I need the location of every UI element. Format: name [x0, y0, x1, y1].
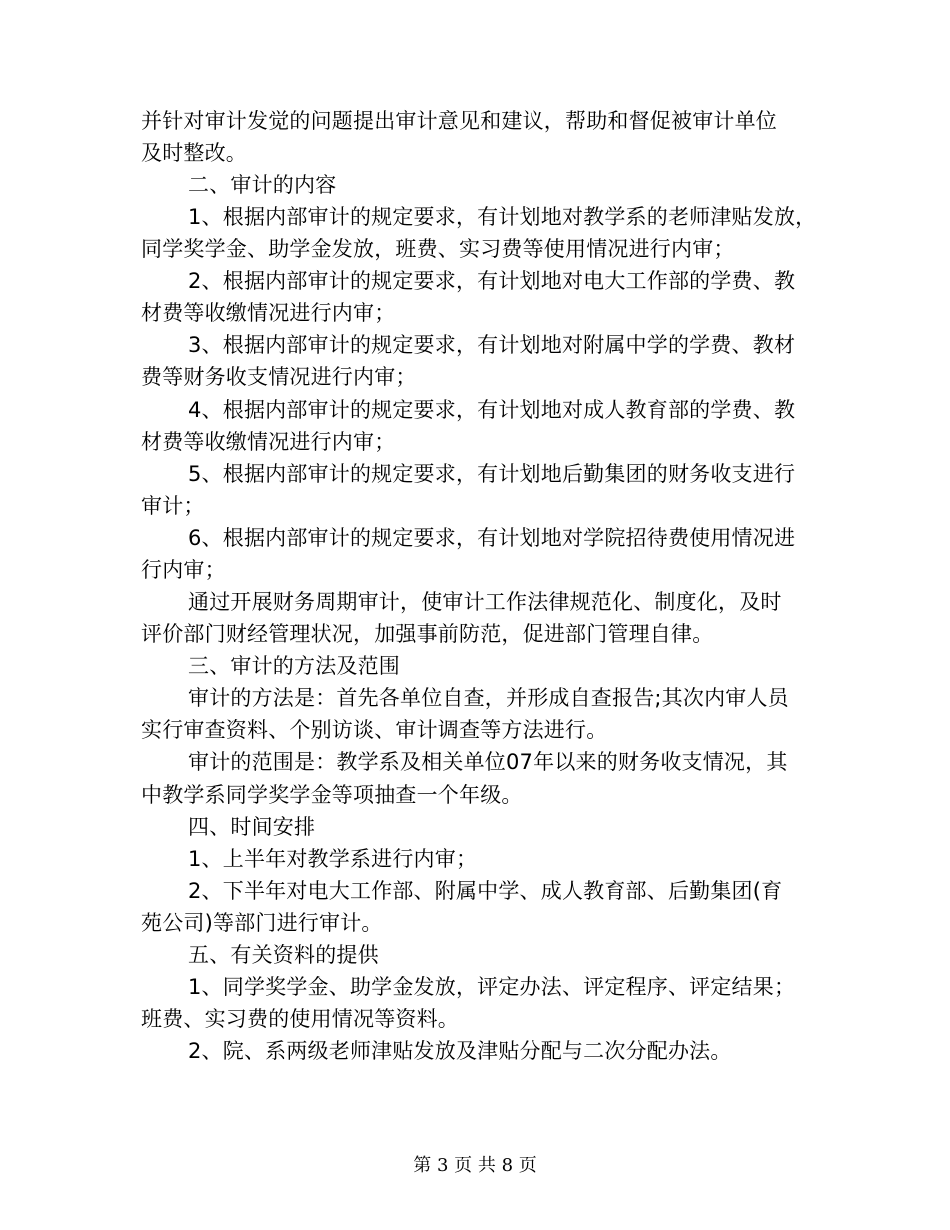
text-line: 行内审； — [141, 558, 226, 582]
text-line: 5、根据内部审计的规定要求，有计划地后勤集团的财务收支进行 — [188, 462, 796, 486]
text-line: 中教学系同学奖学金等项抽查一个年级。 — [141, 783, 523, 807]
text-line: 3、根据内部审计的规定要求，有计划地对附属中学的学费、教材 — [188, 333, 796, 357]
section-heading: 二、审计的内容 — [188, 173, 337, 197]
text-line: 1、同学奖学金、助学金发放，评定办法、评定程序、评定结果； — [188, 975, 796, 999]
section-heading: 三、审计的方法及范围 — [188, 654, 400, 678]
text-line: 及时整改。 — [141, 141, 247, 165]
text-line: 并针对审计发觉的问题提出审计意见和建议，帮助和督促被审计单位 — [141, 109, 777, 133]
text-line: 材费等收缴情况进行内审； — [141, 430, 396, 454]
text-line: 2、下半年对电大工作部、附属中学、成人教育部、后勤集团(育 — [188, 879, 783, 903]
text-line: 审计的方法是：首先各单位自查，并形成自查报告;其次内审人员 — [188, 686, 789, 710]
text-line: 费等财务收支情况进行内审； — [141, 365, 417, 389]
text-line: 审计的范围是：教学系及相关单位07年以来的财务收支情况，其 — [188, 750, 788, 774]
text-line: 评价部门财经管理状况，加强事前防范，促进部门管理自律。 — [141, 622, 714, 646]
text-line: 4、根据内部审计的规定要求，有计划地对成人教育部的学费、教 — [188, 398, 796, 422]
section-heading: 五、有关资料的提供 — [188, 943, 379, 967]
text-line: 材费等收缴情况进行内审； — [141, 301, 396, 325]
page-number-footer: 第 3 页 共 8 页 — [413, 1155, 537, 1176]
section-heading: 四、时间安排 — [188, 815, 316, 839]
text-line: 班费、实习费的使用情况等资料。 — [141, 1007, 459, 1031]
text-line: 6、根据内部审计的规定要求，有计划地对学院招待费使用情况进 — [188, 526, 796, 550]
text-line: 2、院、系两级老师津贴发放及津贴分配与二次分配办法。 — [188, 1039, 732, 1063]
text-line: 审计； — [141, 494, 205, 518]
text-line: 通过开展财务周期审计，使审计工作法律规范化、制度化，及时 — [188, 590, 782, 614]
text-line: 苑公司)等部门进行审计。 — [141, 911, 383, 935]
text-line: 实行审查资料、个别访谈、审计调查等方法进行。 — [141, 718, 608, 742]
text-line: 1、根据内部审计的规定要求，有计划地对教学系的老师津贴发放， — [188, 205, 817, 229]
text-line: 同学奖学金、助学金发放，班费、实习费等使用情况进行内审； — [141, 237, 735, 261]
text-line: 2、根据内部审计的规定要求，有计划地对电大工作部的学费、教 — [188, 269, 796, 293]
text-line: 1、上半年对教学系进行内审； — [188, 847, 478, 871]
